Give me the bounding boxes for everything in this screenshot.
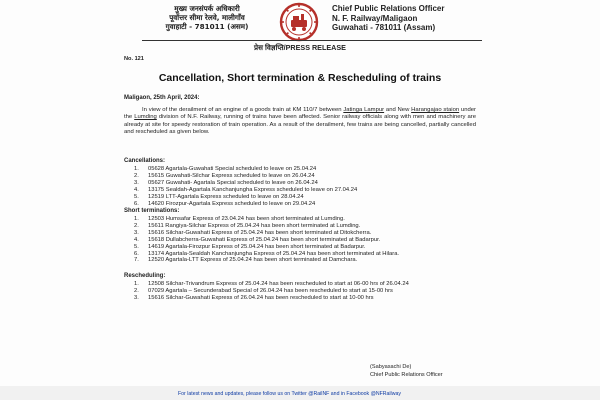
list-item — [134, 173, 474, 180]
header-hindi-block — [142, 4, 272, 31]
list-item — [134, 237, 474, 244]
list-item — [134, 295, 474, 302]
intro-text: under the — [124, 107, 476, 121]
list-item — [134, 201, 474, 208]
intro-text: division of N.F. Railway, running of trains have been affected. Senior railway officials along with men and machinery are already at site for speedy restoration of train operation. As a result of the derailment, few trains are being cancelled, partially cancelled and rescheduled as given below. — [124, 114, 476, 136]
item-text: 14619 Agartala-Firozpur Express of 25.04.24 has been short terminated at Badarpur. — [148, 243, 366, 250]
item-number: 2. — [134, 222, 139, 229]
item-text: 05628 Agartala-Guwahati Special scheduled to leave on 25.04.24 — [148, 166, 317, 172]
footer-text: For latest news and updates, please follow us on Twitter @RailNF and in Facebook @NFRailway — [178, 391, 401, 397]
indian-railways-logo-icon — [279, 2, 319, 42]
item-text: 12520 Agartala-LTT Express of 25.04.24 has been short terminated at Damchara. — [148, 257, 358, 264]
list-item — [134, 223, 474, 230]
header-english-line: N. F. Railway/Maligaon — [332, 13, 418, 23]
document-title: Cancellation, Short termination & Rescheduling of trains — [158, 72, 442, 84]
header-hindi-line: पूर्वोत्तर सीमा रेलवे, मालीगाँव — [169, 13, 245, 22]
item-text: 15618 Dullabcherra-Guwahati Express of 25.04.24 has been short terminated at Badarpur. — [148, 236, 381, 243]
cancellations-list — [134, 166, 474, 207]
cancellations-heading: Cancellations: — [124, 158, 166, 164]
item-text: 13175 Sealdah-Agartala Kanchanjungha Express scheduled to leave on 27.04.24 — [148, 186, 358, 193]
footer-bar — [0, 386, 600, 400]
header-english-line: Guwahati - 781011 (Assam) — [332, 23, 436, 32]
item-text: 14620 Firozpur-Agartala Express scheduled to leave on 29.04.24 — [148, 200, 316, 207]
header-divider — [142, 40, 482, 41]
short-terminations-heading: Short terminations: — [124, 208, 180, 214]
intro-place-name: Lumding — [134, 114, 157, 121]
intro-place-name: Harangajao staion — [411, 107, 460, 113]
list-item — [134, 216, 474, 223]
item-text: 15615 Guwahati-Silchar Express scheduled to leave on 26.04.24 — [148, 172, 315, 179]
item-text: 12503 Humsafar Express of 23.04.24 has been short terminated at Lumding. — [148, 216, 345, 222]
item-number: 6. — [134, 200, 139, 207]
header-hindi-line: गुवाहाटी - 781011 (असम) — [165, 22, 249, 31]
item-number: 4. — [134, 186, 139, 193]
item-number: 5. — [134, 243, 139, 250]
item-number: 2. — [134, 172, 139, 179]
item-number: 2. — [134, 287, 139, 294]
press-release-label: प्रेस विज्ञप्ति/PRESS RELEASE — [254, 43, 346, 52]
item-number: 1. — [134, 281, 139, 287]
signature-block — [370, 363, 443, 379]
short-terminations-list — [134, 216, 474, 264]
item-text: 15616 Silchar-Guwahati Express of 25.04.24 has been short terminated at Ditokcherra. — [148, 229, 372, 236]
rescheduling-list — [134, 281, 474, 302]
item-number: 3. — [134, 179, 139, 186]
item-number: 1. — [134, 166, 139, 172]
intro-text: and New — [384, 107, 412, 113]
list-item — [134, 244, 474, 251]
signatory-name: (Sabyasachi De) — [370, 364, 412, 370]
item-text: 05627 Guwahati- Agartala Special scheduled to leave on 26.04.24 — [148, 179, 318, 186]
item-number: 3. — [134, 229, 139, 236]
list-item — [134, 257, 474, 264]
item-number: 3. — [134, 294, 139, 301]
item-text: 15616 Silchar-Guwahati Express of 26.04.24 has been rescheduled to start at 10-00 hrs — [148, 294, 374, 301]
header-hindi-line: मुख्य जनसंपर्क अधिकारी — [174, 4, 240, 13]
release-date: Maligaon, 25th April, 2024: — [124, 95, 200, 101]
item-number: 4. — [134, 236, 139, 243]
list-item — [134, 194, 474, 201]
item-number: 6. — [134, 250, 139, 257]
signatory-designation: Chief Public Relations Officer — [370, 372, 443, 378]
list-item — [134, 230, 474, 237]
list-item — [134, 187, 474, 194]
intro-place-name: Jatinga Lampur — [343, 107, 385, 113]
list-item — [134, 180, 474, 187]
list-item — [134, 288, 474, 295]
item-text: 15611 Rangiya-Silchar Express of 25.04.24 has been short terminated at Lumding. — [148, 222, 361, 229]
rescheduling-heading: Rescheduling: — [124, 273, 166, 279]
item-number: 1. — [134, 216, 139, 222]
header-english-block — [332, 4, 482, 33]
item-text: 12519 LTT-Agartala Express scheduled to leave on 28.04.24 — [148, 193, 304, 200]
intro-paragraph — [124, 107, 476, 137]
list-item — [134, 166, 474, 173]
header-english-line: Chief Public Relations Officer — [332, 4, 445, 13]
intro-text: In view of the derailment of an engine of a goods train at KM 110/7 between — [142, 107, 344, 113]
list-item — [134, 251, 474, 258]
item-text: 13174 Agartala-Sealdah Kanchanjungha Express of 25.04.24 has been short terminated at Hilara. — [148, 250, 400, 257]
release-number: No. 121 — [124, 56, 144, 62]
item-text: 12508 Silchar-Trivandrum Express of 25.04.24 has been rescheduled to start at 06-00 hrs of 26.04.24 — [148, 281, 409, 287]
item-number: 5. — [134, 193, 139, 200]
list-item — [134, 281, 474, 288]
item-number: 7. — [134, 257, 139, 264]
item-text: 07029 Agartala – Secunderabad Special of 26.04.24 has been rescheduled to start at 15-00 hrs — [148, 287, 393, 294]
